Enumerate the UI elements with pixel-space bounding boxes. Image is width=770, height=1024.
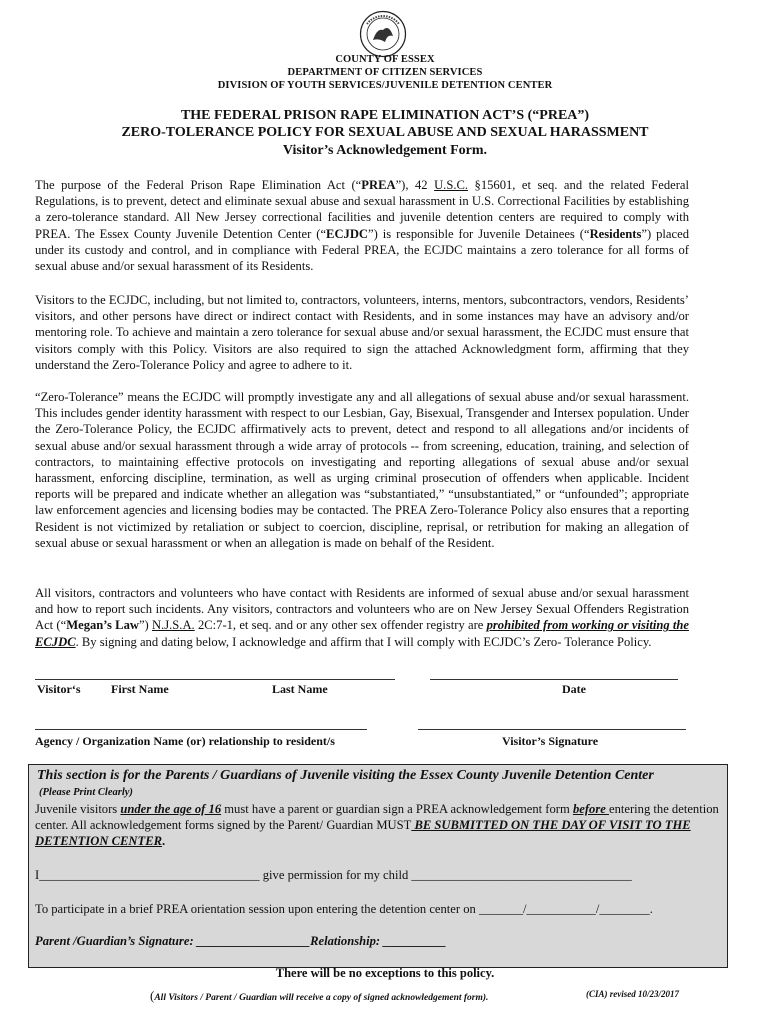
guardian-heading: This section is for the Parents / Guardians of Juvenile visiting the Essex County Juvenile Detention Center (37, 768, 654, 783)
copy-note: (All Visitors / Parent / Guardian will receive a copy of signed acknowledgement form). (150, 988, 489, 1003)
compliance-paragraph: All visitors, contractors and volunteers who have contact with Residents are informed of sexual abuse and/or sexual harassment and how to report such incidents. Any visitors, contractors and volunteers who are on New Jersey Sexual Offenders Registration Act (“Megan’s Law”) N.J.S.A. 2C:7-1, et seq. and or any other sex offender registry are prohibited from working or visiting the ECJDC. By signing and dating below, I acknowledge and affirm that I will comply with ECJDC’s Zero- Tolerance Policy. (35, 586, 689, 649)
visitor-name-line[interactable] (35, 679, 395, 680)
revision-note: (CIA) revised 10/23/2017 (586, 989, 679, 999)
orientation-date-field[interactable]: To participate in a brief PREA orientation session upon entering the detention center on _______/___________/________. (35, 902, 653, 916)
permission-field[interactable]: I___________________________________ give permission for my child ___________________________________ (35, 868, 632, 882)
header-county: COUNTY OF ESSEX (335, 54, 435, 65)
header-department: DEPARTMENT OF CITIZEN SERVICES (287, 67, 483, 78)
agency-label: Agency / Organization Name (or) relationship to resident/s (35, 734, 335, 748)
no-exceptions-note: There will be no exceptions to this policy. (275, 966, 495, 980)
agency-line[interactable] (35, 729, 367, 730)
header-division: DIVISION OF YOUTH SERVICES/JUVENILE DETENTION CENTER (217, 80, 553, 91)
guardian-instructions: Juvenile visitors under the age of 16 must have a parent or guardian sign a PREA acknowledgement form before entering the detention center. All acknowledgement forms signed by the Parent/ Guardian MUST BE SUBMITTED ON THE DAY OF VISIT TO THE DETENTION CENTER. (35, 802, 719, 848)
date-line[interactable] (430, 679, 678, 680)
title-line-1: THE FEDERAL PRISON RAPE ELIMINATION ACT’S (“PREA”) (180, 108, 590, 123)
title-line-2: ZERO-TOLERANCE POLICY FOR SEXUAL ABUSE AND SEXUAL HARASSMENT (121, 125, 649, 140)
date-label: Date (562, 682, 586, 696)
guardian-section (28, 764, 728, 968)
visitor-signature-line[interactable] (418, 729, 686, 730)
zero-tolerance-paragraph: “Zero-Tolerance” means the ECJDC will promptly investigate any and all allegations of sexual abuse and/or sexual harassment. This includes gender identity harassment with respect to our Lesbian, Gay, Bisexual, Transgender and Intersex population. Under the Zero-Tolerance Policy, the ECJDC affirmatively acts to prevent, detect and respond to all allegations and/or incidents of sexual abuse and/or sexual harassment through a wide array of protocols -- from screening, education, training, and selection of contractors, to maintaining effective protocols on investigating and reporting allegations of sexual abuse and/or sexual harassment, enforcing discipline, termination, as well as urging criminal prosecution of offenders when applicable. Incident reports will be prepared and indicate whether an allegation was “substantiated,” “unsubstantiated,” or “unfounded”; appropriate law enforcement agencies and licensing bodies may be contacted. The PREA Zero-Tolerance Policy also ensures that a reporting Resident is not victimized by retaliation or subject to coercion, discipline, reprisal, or retribution for making an allegation of sexual abuse or sexual harassment or when an allegation is made on behalf of the Resident. (35, 390, 689, 550)
form-title: Visitor’s Acknowledgement Form. (282, 143, 488, 158)
purpose-paragraph: The purpose of the Federal Prison Rape Elimination Act (“PREA”), 42 U.S.C. §15601, et seq. and the related Federal Regulations, is to prevent, detect and eliminate sexual abuse and sexual harassment in U.S. Correctional Facilities by establishing a zero-tolerance standard. All New Jersey correctional facilities and juvenile detention centers are required to comply with PREA. The Essex County Juvenile Detention Center (“ECJDC”) is responsible for Juvenile Detainees (“Residents”) placed under its custody and control, and in compliance with Federal PREA, the ECJDC maintains a zero tolerance for all forms of sexual abuse and/or sexual harassment of its Residents. (35, 178, 689, 274)
guardian-signature-row[interactable]: Parent /Guardian’s Signature: __________________Relationship: __________ (35, 934, 447, 948)
visitors-label: Visitor‘s (37, 682, 81, 696)
county-seal-icon (359, 10, 407, 58)
first-name-label: First Name (111, 682, 169, 696)
guardian-subheading: (Please Print Clearly) (39, 787, 133, 798)
last-name-label: Last Name (272, 682, 328, 696)
visitors-paragraph: Visitors to the ECJDC, including, but not limited to, contractors, volunteers, interns, mentors, subcontractors, vendors, Residents’ visitors, and other persons have direct or indirect contact with Residents, and in some instances may have an advisory and/or mentoring role. To achieve and maintain a zero tolerance for sexual abuse and/or sexual harassment, the ECJDC must ensure that visitors comply with this Policy. Visitors are also required to sign the attached Acknowledgment form, affirming that they understand the Zero-Tolerance Policy and agree to adhere to it. (35, 293, 689, 372)
visitor-signature-label: Visitor’s Signature (502, 734, 599, 748)
